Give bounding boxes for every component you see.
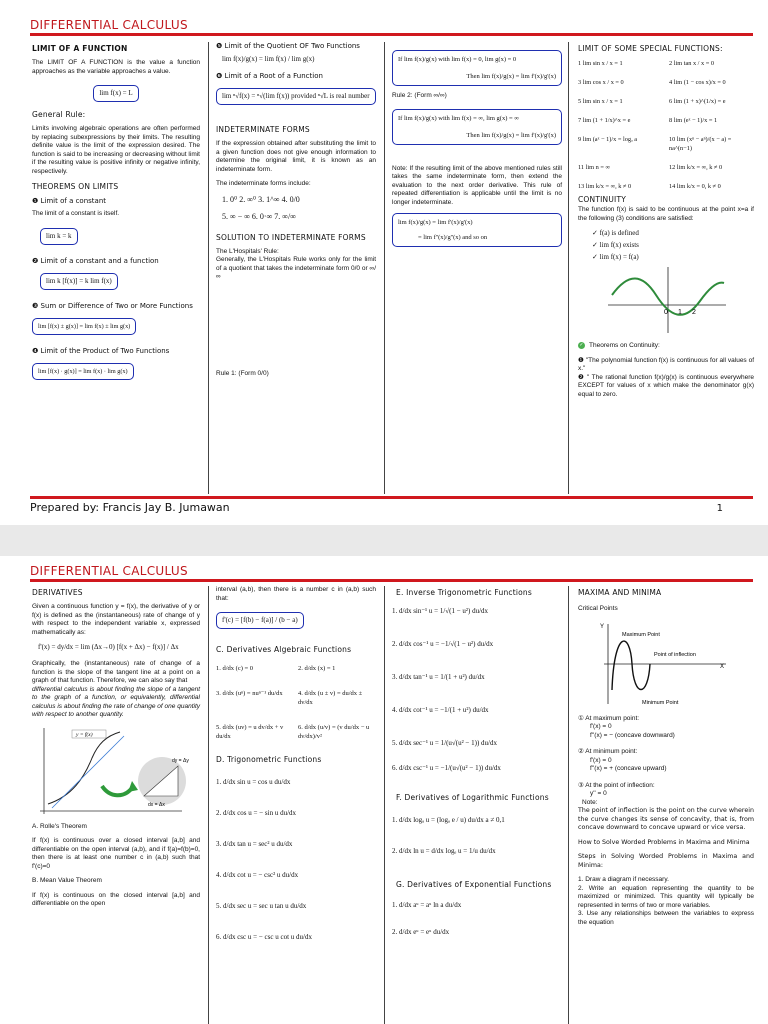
indeterminate-include: The indeterminate forms include: — [216, 180, 311, 187]
p1-column-1 — [32, 42, 200, 386]
footer-rule — [30, 496, 753, 499]
inverse-trig-formula: 3. d/dx tan⁻¹ u = 1/(1 + u²) du/dx — [392, 673, 485, 681]
page-header-title: DIFFERENTIAL CALCULUS — [30, 18, 188, 32]
p1-column-3 — [392, 42, 562, 253]
repeated-rule-line: = lim f''(x)/g''(x) and so on — [418, 234, 488, 241]
repeated-rule-note: Note: If the resulting limit of the above mentioned rules still takes the same indeterminate form, then extend the evaluation to the next order derivative. This rule of repeated differentiation is applicable until the limit is no longer indeterminate. — [392, 164, 562, 206]
header-rule — [30, 579, 753, 582]
condition-text: lim f(x) exists — [599, 241, 639, 249]
theorem-text: The limit of a constant is itself. — [32, 210, 120, 217]
indeterminate-heading: INDETERMINATE FORMS — [216, 125, 310, 134]
continuity-theorem: ❶ "The polynomial function f(x) is continuous for all values of x." — [578, 356, 754, 373]
special-limits-heading: LIMIT OF SOME SPECIAL FUNCTIONS: — [578, 44, 723, 53]
algebraic-list — [216, 664, 376, 741]
column-divider — [568, 42, 569, 494]
log-formula: 1. d/dx logₐ u = (logₐ e / u) du/dx a ≠ 0,1 — [392, 816, 505, 824]
limit-intro-text: The LIMIT OF A FUNCTION is the value a function approaches as the variable approaches a value. — [32, 59, 200, 75]
rule-1-result: Then lim f(x)/g(x) = lim f'(x)/g'(x) — [466, 73, 556, 80]
trig-formula: 2. d/dx cos u = − sin u du/dx — [216, 809, 297, 817]
repeated-rule-box — [392, 213, 562, 247]
solve-heading: How to Solve Worded Problems in Maxima and Minima — [578, 838, 750, 846]
special-limit-item: 3 lim cos x / x = 0 — [578, 79, 624, 86]
column-divider — [208, 42, 209, 494]
note-text: The point of inflection is the point on the curve wherein the curve changes its sense of concavity, that is, from concave downward to concave upward or vice versa. — [578, 807, 754, 831]
inflection-condition: ③ At the point of inflection: — [578, 781, 655, 789]
theorem-label: Limit of a Root of a Function — [224, 72, 323, 80]
special-limit-item: 2 lim tan x / x = 0 — [669, 60, 715, 67]
algebraic-formula: 5. d/dx (uv) = u dv/dx + v du/dx — [216, 724, 284, 740]
graphical-text: Graphically, the (instantaneous) rate of change of a function is the slope of the tangent line at a point on a graph of that function. Therefore, we can also say that — [32, 660, 200, 684]
axis-tick-label: 1 — [678, 309, 682, 316]
theorem-item: ❶ Limit of a constant — [32, 197, 107, 205]
indeterminate-text: If the expression obtained after substituting the limit to a given function does not give enough information to determine the original limit, it is known as an indeterminate form. — [216, 140, 376, 173]
green-arrow-icon — [102, 786, 132, 795]
solution-heading: SOLUTION TO INDETERMINATE FORMS — [216, 232, 366, 242]
inverse-trig-formula: 4. d/dx cot⁻¹ u = −1/(1 + u²) du/dx — [392, 706, 489, 714]
graphical-text-italic: differential calculus is about finding the slope of a tangent to the graph of a function, or equivalently, differential calculus is about finding the rate of change of one quantity with respect to another quantity. — [32, 685, 200, 718]
inflection-condition-line: y'' = 0 — [590, 790, 607, 797]
inflection-label: Point of inflection — [654, 651, 696, 658]
p1-column-2 — [216, 42, 376, 384]
step-item: 1. Draw a diagram if necessary. — [578, 876, 669, 883]
theorem-text: " The rational function f(x)/g(x) is continuous everywhere EXCEPT for values of x which make the denominator g(x) equal to zero. — [578, 373, 754, 398]
special-limit-item: 7 lim (1 + 1/x)^x = e — [578, 117, 631, 124]
trig-formula: 3. d/dx tan u = sec² u du/dx — [216, 840, 293, 848]
tangent-line — [52, 736, 124, 808]
continuity-condition: ✓ f(a) is defined — [592, 229, 639, 237]
general-rule-text: Limits involving algebraic operations are often performed by replacing subexpressions by their limits. The resulting definite value is the limit of the expression desired. The function is said to be increasing or decreasing without limit if the resulting value is positive infinity or negative infinity, respectively. — [32, 125, 200, 175]
theorem-item: ❷ Limit of a constant and a function — [32, 256, 159, 265]
special-limit-item: 6 lim (1 + x)^(1/x) = e — [669, 98, 726, 105]
note-label: Note: — [582, 798, 598, 806]
minimum-point-label: Minimum Point — [642, 699, 679, 706]
special-limit-item: 8 lim (eˣ − 1)/x = 1 — [669, 117, 718, 124]
inverse-trig-formula: 2. d/dx cos⁻¹ u = −1/√(1 − u²) du/dx — [392, 640, 494, 648]
special-limit-item: 14 lim k/x = 0, k ≠ 0 — [669, 183, 721, 190]
general-rule-heading: General Rule: — [32, 110, 86, 119]
algebraic-formula: 6. d/dx (u/v) = (v du/dx − u dv/dx)/v² — [298, 724, 370, 740]
special-limit-item: 5 lim sin x / x = 1 — [578, 98, 623, 105]
forms-row: 1. 0⁰ 2. ∞⁰ 3. 1^∞ 4. 0/0 — [222, 194, 300, 204]
footer-credit: Prepared by: Francis Jay B. Jumawan — [30, 501, 230, 514]
column-divider — [384, 42, 385, 494]
theorems-label: Theorems on Continuity: — [589, 342, 660, 350]
min-condition-line: f''(x) = + (concave upward) — [590, 765, 667, 772]
mvt-heading: B. Mean Value Theorem — [32, 877, 102, 884]
inverse-trig-formula: 6. d/dx csc⁻¹ u = −1/(u√(u² − 1)) du/dx — [392, 764, 501, 772]
mvt-formula-box: f'(c) = [f(b) − f(a)] / (b − a) — [216, 612, 304, 629]
special-limit-item: 13 lim k/x = ∞, k ≠ 0 — [578, 183, 632, 190]
special-limit-item: 9 lim (aˣ − 1)/x = logₐ a — [578, 136, 638, 143]
theorem-item: ❺ Limit of the Quotient OF Two Functions — [216, 42, 360, 50]
trig-formula: 6. d/dx csc u = − csc u cot u du/dx — [216, 933, 312, 941]
critical-points-label: Critical Points — [578, 605, 618, 612]
max-condition-line: f'(x) = 0 — [590, 723, 612, 730]
tangent-figure — [32, 726, 192, 816]
algebraic-formula: 1. d/dx (c) = 0 — [216, 665, 254, 672]
algebraic-heading: C. Derivatives Algebraic Functions — [216, 645, 352, 654]
log-formula: 2. d/dx ln u = d/dx logₑ u = 1/u du/dx — [392, 847, 496, 855]
trig-formula: 4. d/dx cot u = − csc² u du/dx — [216, 871, 299, 879]
continuity-condition: ✓ lim f(x) exists — [592, 241, 639, 249]
continuity-condition: ✓ lim f(x) = f(a) — [592, 253, 639, 261]
theorem-label: Limit of a constant and a function — [40, 256, 159, 265]
quotient-formula: lim f(x)/g(x) = lim f(x) / lim g(x) — [222, 55, 315, 63]
derivatives-heading: DERIVATIVES — [32, 588, 83, 597]
root-formula-box: lim ⁿ√f(x) = ⁿ√(lim f(x)) provided ⁿ√L is real number — [216, 88, 376, 105]
theorem-box: lim k = k — [40, 228, 78, 245]
page-2 — [0, 556, 768, 1024]
exp-heading: G. Derivatives of Exponential Functions — [396, 880, 552, 889]
column-divider — [208, 586, 209, 1024]
inverse-trig-formula: 1. d/dx sin⁻¹ u = 1/√(1 − u²) du/dx — [392, 607, 489, 615]
special-limit-item: 12 lim k/x = ∞, k ≠ 0 — [669, 164, 723, 171]
mvt-text: If f(x) is continuous on the closed interval [a,b] and differentiable on the open — [32, 891, 200, 907]
steps-heading: Steps in Solving Worded Problems in Maxima and Minima: — [578, 853, 754, 869]
continuity-graph — [608, 265, 728, 335]
rule-1-label: Rule 1: (Form 0/0) — [216, 369, 269, 377]
theorem-item: ❹ Limit of the Product of Two Functions — [32, 346, 170, 355]
page-number: 1 — [716, 503, 723, 514]
curve-label: y = f(x) — [76, 731, 93, 738]
axis-tick-label: 0 — [664, 309, 668, 316]
theorem-label: Sum or Difference of Two or More Functions — [40, 301, 193, 310]
trig-heading: D. Trigonometric Functions — [216, 755, 322, 764]
forms-row: 5. ∞ − ∞ 6. 0·∞ 7. ∞/∞ — [222, 211, 296, 221]
min-condition: ② At minimum point: — [578, 748, 638, 755]
special-limit-item: 10 lim (xⁿ − aⁿ)/(x − a) = na^(n−1) — [669, 136, 732, 152]
exp-formula: 1. d/dx aᵘ = aᵘ ln a du/dx — [392, 901, 462, 909]
section-heading: LIMIT OF A FUNCTION — [32, 44, 128, 53]
critical-curve — [612, 641, 650, 690]
inverse-trig-heading: E. Inverse Trigonometric Functions — [396, 588, 532, 597]
lhospital-heading: The L'Hospitals' Rule: — [216, 247, 279, 255]
rule-1-condition: If lim f(x)/g(x) with lim f(x) = 0, lim g(x) = 0 — [398, 56, 517, 63]
maxima-heading: MAXIMA AND MINIMA — [578, 588, 662, 597]
theorem-box: lim [f(x) ± g(x)] = lim f(x) ± lim g(x) — [32, 318, 136, 335]
rolle-heading: A. Rolle's Theorem — [32, 822, 87, 830]
theorem-box: lim [f(x) · g(x)] = lim f(x) · lim g(x) — [32, 363, 134, 380]
algebraic-formula: 2. d/dx (x) = 1 — [298, 665, 336, 672]
max-condition: ① At maximum point: — [578, 714, 640, 722]
p2-column-4 — [578, 586, 754, 933]
continuity-theorem: ❷ " The rational function f(x)/g(x) is continuous everywhere EXCEPT for values of x which make the denominator g(x) equal to zero. — [578, 373, 754, 398]
mvt-continued: interval (a,b), then there is a number c in (a,b) such that: — [216, 586, 376, 602]
inverse-trig-formula: 5. d/dx sec⁻¹ u = 1/(u√(u² − 1)) du/dx — [392, 739, 497, 747]
condition-text: lim f(x) = f(a) — [599, 253, 639, 261]
p2-column-2 — [216, 586, 376, 950]
critical-points-graph — [598, 620, 728, 706]
theorem-label: Limit of the Quotient OF Two Functions — [224, 42, 360, 50]
axis-tick-label: 2 — [692, 309, 696, 316]
derivative-definition: f'(x) = dy/dx = lim (Δx→0) [f(x + Δx) − f(x)] / Δx — [38, 643, 179, 651]
continuity-text: The function f(x) is said to be continuous at the point x=a if the following (3) conditions are satisfied: — [578, 206, 754, 222]
theorem-item: ❻ Limit of a Root of a Function — [216, 72, 323, 80]
min-condition-line: f'(x) = 0 — [590, 756, 612, 764]
lhospital-text: Generally, the L'Hospitals Rule works only for the limit of a quotient that takes the indeterminate form 0/0 or ∞/∞ — [216, 256, 376, 280]
theorems-heading: THEOREMS ON LIMITS — [32, 182, 119, 191]
rolle-text: If f(x) is continuous over a closed interval [a,b] and differentiable on the open interval (a,b), and if f(a)=f(b)=0, then there is at least one number c in (a,b) such that f'(c)=0 — [32, 837, 200, 870]
x-axis-label: X — [720, 663, 725, 670]
theorem-box: lim k [f(x)] = k lim f(x) — [40, 273, 118, 290]
special-limit-item: 11 lim n = ∞ — [578, 164, 610, 171]
p2-column-1 — [32, 586, 200, 915]
exp-formula: 2. d/dx eᵘ = eᵘ du/dx — [392, 928, 450, 936]
column-divider — [384, 586, 385, 1024]
algebraic-formula: 3. d/dx (uⁿ) = nuⁿ⁻¹ du/dx — [216, 690, 283, 697]
continuity-heading: CONTINUITY — [578, 195, 627, 204]
repeated-rule-line: lim f(x)/g(x) = lim f'(x)/g'(x) — [398, 219, 473, 226]
theorem-item: ❸ Sum or Difference of Two or More Functions — [32, 301, 193, 310]
trig-formula: 5. d/dx sec u = sec u tan u du/dx — [216, 902, 307, 910]
y-axis-label: Y — [600, 623, 605, 630]
max-condition-line: f''(x) = − (concave downward) — [590, 731, 675, 739]
column-divider — [568, 586, 569, 1024]
condition-text: f(a) is defined — [599, 229, 639, 237]
theorem-text: "The polynomial function f(x) is continuous for all values of x." — [578, 356, 754, 373]
trig-formula: 1. d/dx sin u = cos u du/dx — [216, 778, 291, 786]
page-gap — [0, 525, 768, 556]
check-circle-icon: ✓ — [579, 342, 584, 348]
step-item: 2. Write an equation representing the quantity to be maximized or minimized. This quantity will typically be represented in terms of two or more variables. — [578, 884, 754, 909]
special-limit-item: 4 lim (1 − cos x)/x = 0 — [669, 79, 726, 86]
log-heading: F. Derivatives of Logarithmic Functions — [396, 793, 549, 802]
derivatives-intro: Given a continuous function y = f(x), the derivative of y or f(x) is defined as the (instantaneous) rate of change of y with respect to the independent variable x, expressed mathematically as: — [32, 603, 200, 636]
continuity-theorems-heading — [578, 342, 754, 351]
arrow-head-icon — [128, 781, 138, 792]
step-item: 3. Use any relationships between the variables to express the equation — [578, 910, 754, 926]
rule-2-box — [392, 109, 562, 145]
dx-label: dx = Δx — [148, 801, 165, 808]
special-limit-item: 1 lim sin x / x = 1 — [578, 60, 623, 67]
special-limits-list — [578, 59, 754, 191]
dy-label: dy = Δy — [172, 757, 189, 764]
rule-1-box — [392, 50, 562, 86]
theorem-label: Limit of a constant — [40, 197, 107, 205]
rule-2-label: Rule 2: (Form ∞/∞) — [392, 92, 447, 99]
p2-column-3 — [392, 586, 562, 945]
rule-2-condition: If lim f(x)/g(x) with lim f(x) = ∞, lim g(x) = ∞ — [398, 114, 519, 122]
limit-definition-box: lim f(x) = L — [93, 85, 138, 102]
theorem-label: Limit of the Product of Two Functions — [40, 346, 170, 355]
page-header-title: DIFFERENTIAL CALCULUS — [30, 564, 188, 578]
maximum-point-label: Maximum Point — [622, 631, 660, 638]
rule-2-result: Then lim f(x)/g(x) = lim f'(x)/g'(x) — [466, 131, 556, 139]
header-rule — [30, 33, 753, 36]
p1-column-4 — [578, 42, 754, 405]
algebraic-formula: 4. d/dx (u ± v) = du/dx ± dv/dx — [298, 690, 363, 706]
